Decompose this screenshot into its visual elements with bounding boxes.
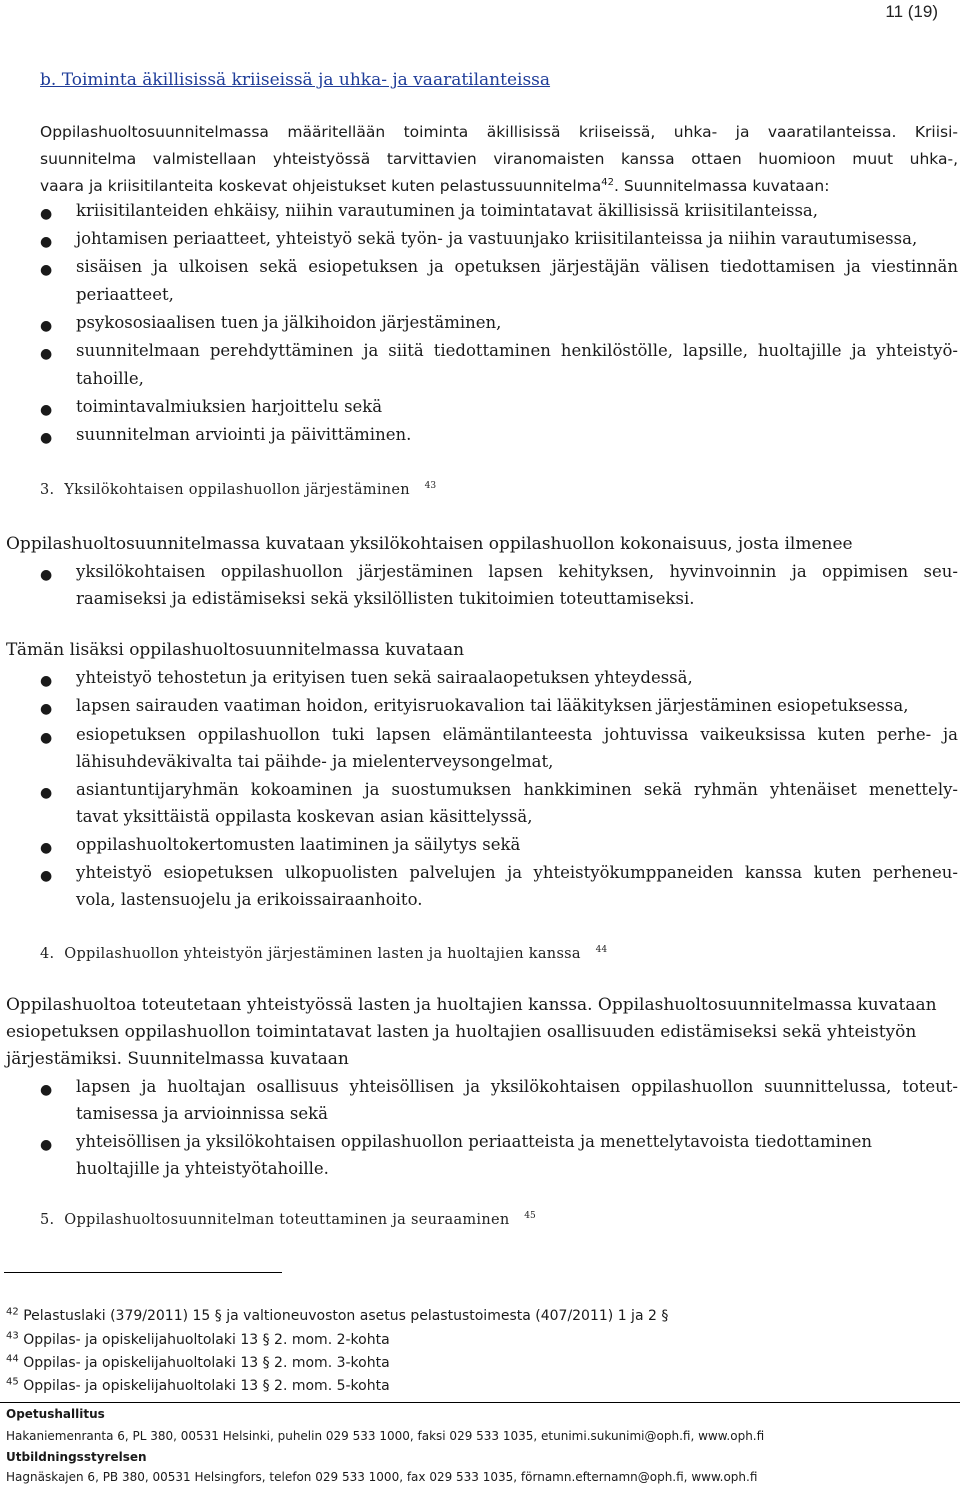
bullet-icon: ● [40,234,53,250]
list-item-continuation: lähisuhdeväkivalta tai päihde- ja mielenterveysongelmat, [76,752,554,771]
list-item: asiantuntijaryhmän kokoaminen ja suostumuksen hankkiminen sekä ryhmän yhtenäiset menettely- [76,780,958,799]
list-item-continuation: raamiseksi ja edistämiseksi sekä yksilöllisten tukitoimien toteuttamiseksi. [76,589,695,608]
section-heading-5: 5. Oppilashuoltosuunnitelman toteuttaminen ja seuraaminen $^{45}$ [40,1211,536,1228]
bullet-icon: ● [40,262,53,278]
intro-line-2: suunnitelma valmistellaan yhteistyössä tarvittavien viranomaisten kanssa ottaen huomioon muut uhka-, [40,150,958,168]
footer-separator [0,1402,960,1403]
bullet-icon: ● [40,206,53,222]
intro-line-3: vaara ja kriisitilanteita koskevat ohjeistukset kuten pelastussuunnitelma$^{42}$. Suunnitelmassa kuvataan: [40,176,830,195]
list-item: kriisitilanteiden ehkäisy, niihin varautuminen ja toimintatavat äkillisissä kriisitilanteissa, [76,201,818,220]
bullet-icon: ● [40,868,53,884]
list-item: toimintavalmiuksien harjoittelu sekä [76,397,383,416]
footnote: $^{43}$ Oppilas- ja opiskelijahuoltolaki 13 § 2. mom. 2-kohta [6,1330,390,1348]
list-item: lapsen ja huoltajan osallisuus yhteisöllisen ja yksilökohtaisen oppilashuollon suunnittelussa, toteut- [76,1077,958,1096]
list-item: esiopetuksen oppilashuollon tuki lapsen elämäntilanteesta johtuvissa vaikeuksissa kuten perhe- ja [76,725,958,744]
bullet-icon: ● [40,701,53,717]
bullet-icon: ● [40,346,53,362]
list-item-continuation: huoltajille ja yhteistyötahoille. [76,1159,329,1178]
list-item: oppilashuoltokertomusten laatiminen ja säilytys sekä [76,835,521,854]
bullet-icon: ● [40,567,53,583]
footer-address-sv: Hagnäskajen 6, PB 380, 00531 Helsingfors, telefon 029 533 1000, fax 029 533 1035, förnamn.efternamn@oph.fi, www.oph.fi [6,1470,758,1484]
intro-line-1: Oppilashuoltosuunnitelmassa määritellään toiminta äkillisissä kriiseissä, uhka- ja vaaratilanteissa. Kriisi- [40,123,958,141]
bullet-icon: ● [40,1082,53,1098]
bullet-icon: ● [40,318,53,334]
paragraph-4-line: Oppilashuoltoa toteutetaan yhteistyössä lasten ja huoltajien kanssa. Oppilashuoltosuunnitelmassa kuvataan [6,995,937,1015]
list-item: suunnitelmaan perehdyttäminen ja siitä tiedottaminen henkilöstölle, lapsille, huoltajille ja yhteistyö- [76,341,958,360]
list-item: yhteisöllisen ja yksilökohtaisen oppilashuollon periaatteista ja menettelytavoista tiedottaminen [76,1132,872,1151]
list-item: sisäisen ja ulkoisen sekä esiopetuksen ja opetuksen järjestäjän välisen tiedottamisen ja viestinnän [76,257,958,276]
footnote-separator [4,1272,282,1273]
list-item-continuation: tavat yksittäistä oppilasta koskevan asian käsittelyssä, [76,807,533,826]
footer-address-fi: Hakaniemenranta 6, PL 380, 00531 Helsinki, puhelin 029 533 1000, faksi 029 533 1035, etunimi.sukunimi@oph.fi, www.oph.fi [6,1429,765,1443]
footnote: $^{44}$ Oppilas- ja opiskelijahuoltolaki 13 § 2. mom. 3-kohta [6,1353,390,1371]
page-number: 11 (19) [885,2,938,21]
list-item-continuation: periaatteet, [76,285,174,304]
list-item: psykososiaalisen tuen ja jälkihoidon järjestäminen, [76,313,502,332]
list-item: yhteistyö tehostetun ja erityisen tuen sekä sairaalaopetuksen yhteydessä, [76,668,693,687]
paragraph-3: Oppilashuoltosuunnitelmassa kuvataan yksilökohtaisen oppilashuollon kokonaisuus, josta ilmenee [6,534,853,554]
list-item: yhteistyö esiopetuksen ulkopuolisten palvelujen ja yhteistyökumppaneiden kanssa kuten perheneu- [76,863,958,882]
footnote: $^{45}$ Oppilas- ja opiskelijahuoltolaki 13 § 2. mom. 5-kohta [6,1376,390,1394]
list-item: yksilökohtaisen oppilashuollon järjestäminen lapsen kehityksen, hyvinvoinnin ja oppimisen seu- [76,562,958,581]
list-item-continuation: tahoille, [76,369,144,388]
list-item-continuation: vola, lastensuojelu ja erikoissairaanhoito. [76,890,423,909]
bullet-icon: ● [40,730,53,746]
footer-org-fi: Opetushallitus [6,1407,105,1421]
bullet-icon: ● [40,1137,53,1153]
footnote: $^{42}$ Pelastuslaki (379/2011) 15 § ja valtioneuvoston asetus pelastustoimesta (407/2011) 1 ja 2 § [6,1306,669,1324]
list-item-continuation: tamisessa ja arvioinnissa sekä [76,1104,328,1123]
list-item: lapsen sairauden vaatiman hoidon, erityisruokavalion tai lääkityksen järjestäminen esiopetuksessa, [76,696,909,715]
paragraph-3b: Tämän lisäksi oppilashuoltosuunnitelmassa kuvataan [6,640,465,660]
section-heading-4: 4. Oppilashuollon yhteistyön järjestäminen lasten ja huoltajien kanssa $^{44}$ [40,945,608,962]
bullet-icon: ● [40,402,53,418]
list-item: johtamisen periaatteet, yhteistyö sekä työn- ja vastuunjako kriisitilanteissa ja niihin varautumisessa, [76,229,918,248]
footnote-ref-42: 42 [601,176,614,188]
list-item: suunnitelman arviointi ja päivittäminen. [76,425,412,444]
bullet-icon: ● [40,673,53,689]
section-heading-b: b. Toiminta äkillisissä kriiseissä ja uhka- ja vaaratilanteissa [40,70,551,90]
footer-org-sv: Utbildningsstyrelsen [6,1450,147,1464]
paragraph-4-line: järjestämiksi. Suunnitelmassa kuvataan [6,1049,349,1069]
section-heading-3: 3. Yksilökohtaisen oppilashuollon järjestäminen $^{43}$ [40,481,437,498]
paragraph-4-line: esiopetuksen oppilashuollon toimintatavat lasten ja huoltajien osallisuuden edistämiseksi sekä yhteistyön [6,1022,917,1042]
bullet-icon: ● [40,430,53,446]
bullet-icon: ● [40,840,53,856]
bullet-icon: ● [40,785,53,801]
